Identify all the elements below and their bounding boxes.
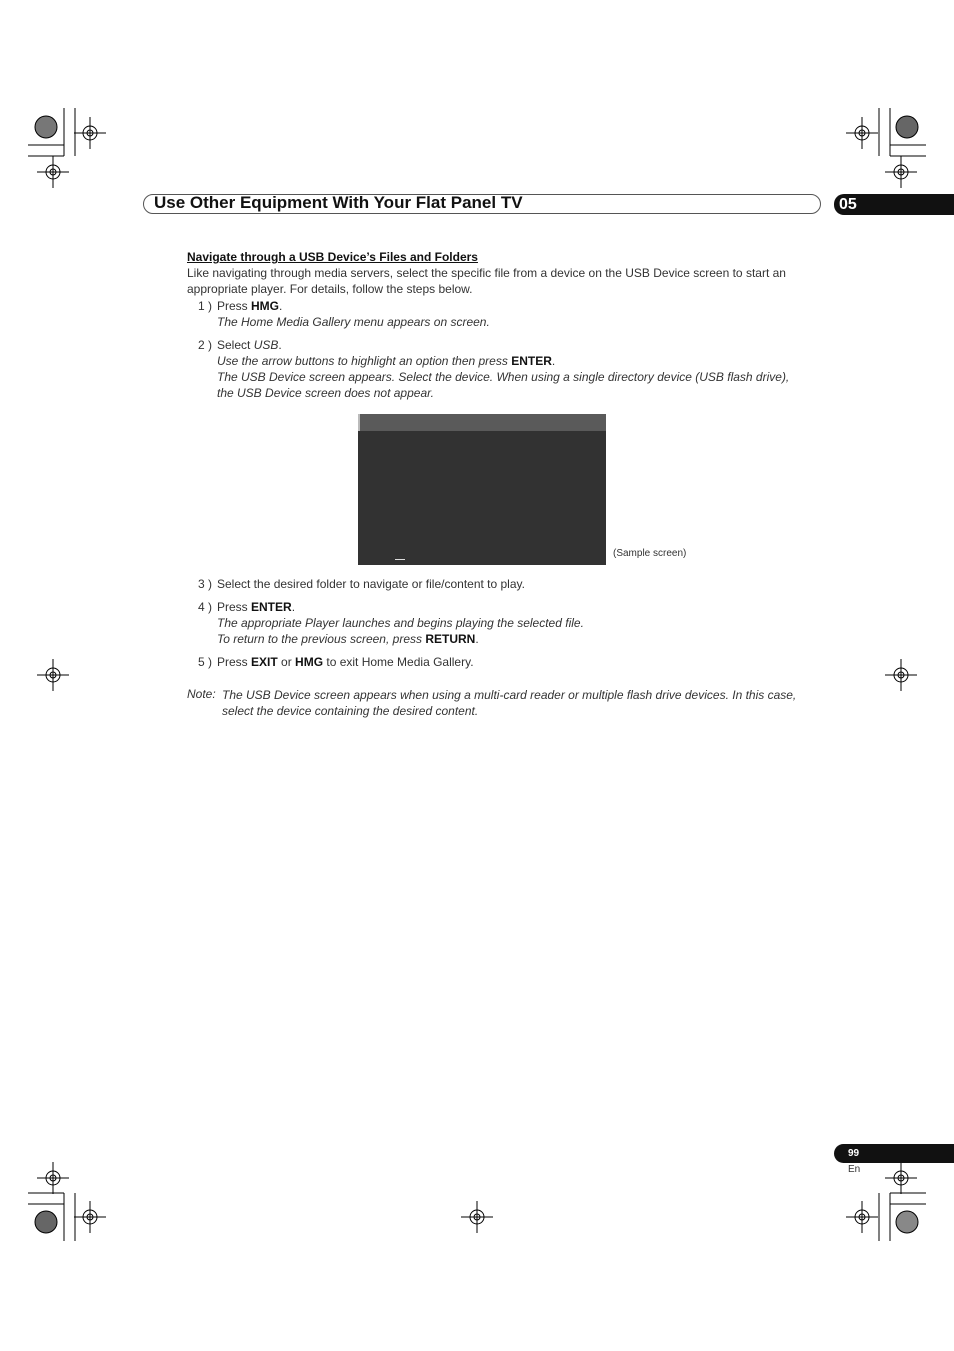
step-4-note: To return to the previous screen, press RETURN.: [217, 632, 479, 646]
color-target-icon: [35, 1211, 57, 1233]
figure-caption: (Sample screen): [613, 548, 687, 559]
step-2-note: Use the arrow buttons to highlight an option then press ENTER.: [217, 354, 556, 368]
page-number-badge: [834, 1144, 954, 1163]
note-line: The USB Device screen appears when using a multi-card reader or multiple flash drive devices. In this case,: [222, 688, 797, 702]
step-number: 2 ): [198, 338, 213, 352]
sample-screen-title-bar: [358, 414, 606, 431]
step-1-note: The Home Media Gallery menu appears on screen.: [217, 315, 490, 329]
chapter-number-badge: [834, 194, 954, 215]
step-4-text: Press ENTER.: [217, 600, 296, 614]
language-label: En: [848, 1164, 861, 1175]
intro-paragraph: [187, 265, 827, 297]
key-hmg: HMG: [251, 299, 280, 313]
step-3-text: Select the desired folder to navigate or file/content to play.: [217, 577, 525, 591]
key-return: RETURN: [425, 632, 476, 646]
step-number: 5 ): [198, 655, 213, 669]
sample-screen-image: [358, 414, 606, 565]
color-target-icon: [896, 116, 918, 138]
step-number: 4 ): [198, 600, 213, 614]
key-enter: ENTER: [511, 354, 552, 368]
step-number: 3 ): [198, 577, 213, 591]
chapter-number: 05: [839, 196, 857, 213]
step-2-text: Select USB.: [217, 338, 282, 352]
chapter-title: Use Other Equipment With Your Flat Panel TV: [154, 193, 523, 212]
step-4-note: The appropriate Player launches and begins playing the selected file.: [217, 616, 584, 630]
step-2-note: the USB Device screen does not appear.: [217, 386, 435, 400]
key-exit: EXIT: [251, 655, 278, 669]
step-number: 1 ): [198, 299, 213, 313]
intro-line: Like navigating through media servers, select the specific file from a device on the USB Device screen to start an: [187, 266, 786, 280]
note-text: [222, 687, 832, 719]
color-target-icon: [35, 116, 57, 138]
intro-line: appropriate player. For details, follow the steps below.: [187, 282, 473, 296]
section-heading: Navigate through a USB Device’s Files and Folders: [187, 250, 478, 264]
page-number: 99: [848, 1148, 860, 1159]
key-hmg: HMG: [295, 655, 324, 669]
step-1-text: Press HMG.: [217, 299, 283, 313]
step-5-text: Press EXIT or HMG to exit Home Media Gallery.: [217, 655, 474, 669]
menu-item-usb: USB: [253, 338, 279, 352]
step-2-note: The USB Device screen appears. Select the device. When using a single directory device (USB flash drive),: [217, 370, 790, 384]
key-enter: ENTER: [251, 600, 292, 614]
note-line: select the device containing the desired content.: [222, 704, 479, 718]
note-label: Note:: [187, 687, 216, 701]
sample-screen-cursor: [395, 559, 405, 560]
sample-screen-edge: [358, 414, 360, 431]
color-target-icon: [896, 1211, 918, 1233]
